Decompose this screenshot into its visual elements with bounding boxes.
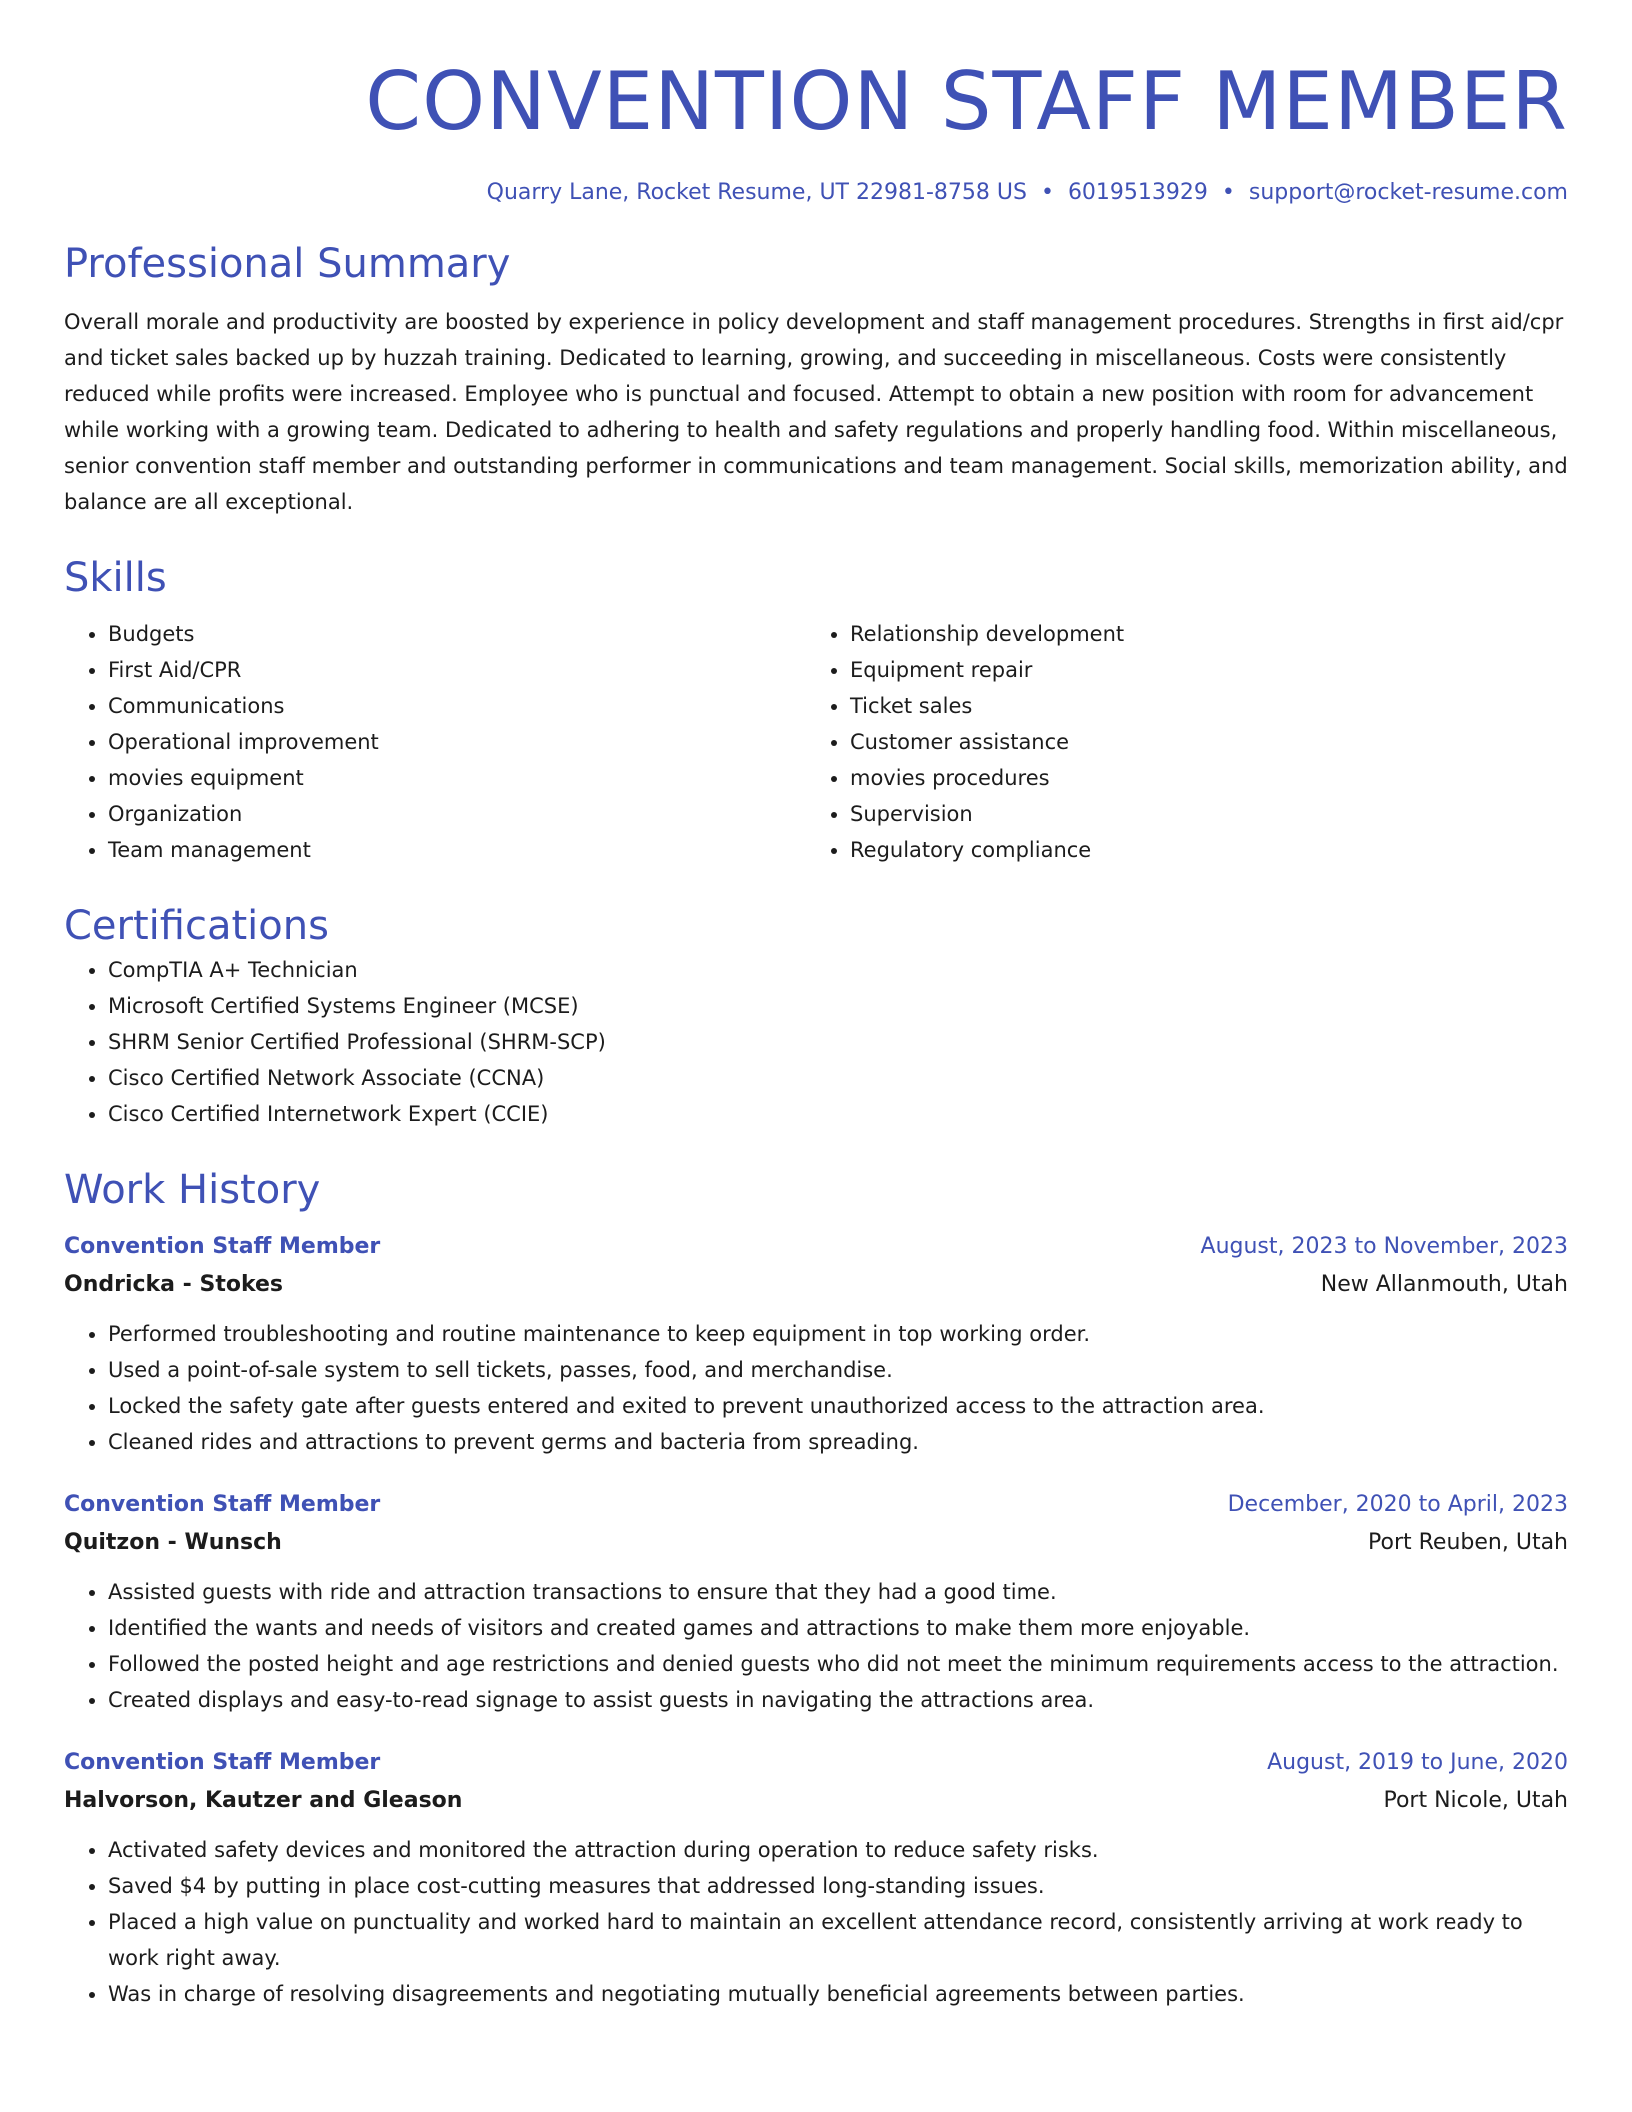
skill-item: • Relationship development (850, 616, 1568, 652)
skill-item: • Customer assistance (850, 724, 1568, 760)
contact-separator: • (1221, 180, 1235, 205)
certification-item: • Microsoft Certified Systems Engineer (MCSE) (108, 988, 1568, 1024)
skill-item: • Supervision (850, 796, 1568, 832)
job-location: New Allanmouth, Utah (1320, 1272, 1568, 1297)
skills-columns (64, 616, 1568, 868)
certifications-heading: Certifications (64, 903, 329, 949)
skills-section (64, 552, 1568, 868)
skill-item: • movies equipment (108, 760, 806, 796)
work-history-section (64, 1164, 1568, 2012)
job-dates: August, 2023 to November, 2023 (1200, 1234, 1568, 1259)
job-company-row (64, 1782, 1568, 1820)
skill-item: • Equipment repair (850, 652, 1568, 688)
job-duties-list (64, 1316, 1568, 1460)
job-company: Ondricka - Stokes (64, 1272, 284, 1297)
job-title: Convention Staff Member (64, 1750, 381, 1775)
job-duty: • Locked the safety gate after guests entered and exited to prevent unauthorized access to the attraction area. (108, 1388, 1568, 1424)
job-duty: • Performed troubleshooting and routine maintenance to keep equipment in top working order. (108, 1316, 1568, 1352)
skills-column-left (64, 616, 806, 868)
skills-column-right (806, 616, 1568, 868)
resume-header (64, 0, 1568, 208)
job-company: Quitzon - Wunsch (64, 1530, 282, 1555)
job-duty: • Used a point-of-sale system to sell tickets, passes, food, and merchandise. (108, 1352, 1568, 1388)
summary-text: Overall morale and productivity are boosted by experience in policy development and staff management procedures. Strengths in first aid/cpr and ticket sales backed up by huzzah training. Dedicated to learning, growing, and succeeding in miscellaneous. Costs were consistently reduced while profits were increased. Employee who is punctual and focused. Attempt to obtain a new position with room for advancement while working with a growing team. Dedicated to adhering to health and safety regulations and properly handling food. Within miscellaneous, senior convention staff member and outstanding performer in communications and team management. Social skills, memorization ability, and balance are all exceptional. (64, 310, 1568, 514)
job-title-row (64, 1744, 1568, 1782)
job-duty: • Was in charge of resolving disagreements and negotiating mutually beneficial agreements between parties. (108, 1976, 1568, 2012)
work-history-heading: Work History (64, 1167, 321, 1213)
certifications-list (64, 952, 1568, 1132)
job-title-row (64, 1228, 1568, 1266)
job-duties-list (64, 1574, 1568, 1718)
skill-item: • First Aid/CPR (108, 652, 806, 688)
skill-item: • movies procedures (850, 760, 1568, 796)
job-company-row (64, 1266, 1568, 1304)
summary-heading: Professional Summary (64, 241, 511, 287)
job-duty: • Created displays and easy-to-read signage to assist guests in navigating the attractions area. (108, 1682, 1568, 1718)
skill-item: • Communications (108, 688, 806, 724)
skills-list-right (806, 616, 1568, 868)
certification-item: • Cisco Certified Network Associate (CCNA) (108, 1060, 1568, 1096)
skills-heading: Skills (64, 555, 167, 601)
contact-email: support@rocket-resume.com (1248, 180, 1568, 205)
job-dates: December, 2020 to April, 2023 (1227, 1492, 1568, 1517)
job-duty: • Assisted guests with ride and attraction transactions to ensure that they had a good time. (108, 1574, 1568, 1610)
job-entry (64, 1486, 1568, 1718)
job-duties-list (64, 1832, 1568, 2012)
contact-line (64, 178, 1568, 208)
job-title: Convention Staff Member (64, 1234, 381, 1259)
certification-item: • SHRM Senior Certified Professional (SHRM-SCP) (108, 1024, 1568, 1060)
certifications-section (64, 900, 1568, 1132)
job-duty: • Activated safety devices and monitored the attraction during operation to reduce safety risks. (108, 1832, 1568, 1868)
certification-item: • Cisco Certified Internetwork Expert (CCIE) (108, 1096, 1568, 1132)
job-dates: August, 2019 to June, 2020 (1267, 1750, 1568, 1775)
candidate-name: CONVENTION STAFF MEMBER (365, 55, 1568, 148)
job-duty: • Saved $4 by putting in place cost-cutting measures that addressed long-standing issues. (108, 1868, 1568, 1904)
skill-item: • Organization (108, 796, 806, 832)
skill-item: • Operational improvement (108, 724, 806, 760)
job-entry (64, 1228, 1568, 1460)
skill-item: • Regulatory compliance (850, 832, 1568, 868)
job-location: Port Reuben, Utah (1368, 1530, 1568, 1555)
job-company-row (64, 1524, 1568, 1562)
contact-separator: • (1040, 180, 1054, 205)
contact-phone: 6019513929 (1067, 180, 1208, 205)
job-title: Convention Staff Member (64, 1492, 381, 1517)
job-duty: • Followed the posted height and age restrictions and denied guests who did not meet the minimum requirements access to the attraction. (108, 1646, 1568, 1682)
job-duty: • Placed a high value on punctuality and worked hard to maintain an excellent attendance record, consistently arriving at work ready to work right away. (108, 1904, 1568, 1976)
job-title-row (64, 1486, 1568, 1524)
skill-item: • Budgets (108, 616, 806, 652)
job-entry (64, 1744, 1568, 2012)
skill-item: • Team management (108, 832, 806, 868)
skills-list-left (64, 616, 806, 868)
certification-item: • CompTIA A+ Technician (108, 952, 1568, 988)
job-company: Halvorson, Kautzer and Gleason (64, 1788, 463, 1813)
job-duty: • Cleaned rides and attractions to prevent germs and bacteria from spreading. (108, 1424, 1568, 1460)
skill-item: • Ticket sales (850, 688, 1568, 724)
job-duty: • Identified the wants and needs of visitors and created games and attractions to make them more enjoyable. (108, 1610, 1568, 1646)
summary-section (64, 238, 1568, 520)
job-location: Port Nicole, Utah (1383, 1788, 1568, 1813)
contact-address: Quarry Lane, Rocket Resume, UT 22981-8758 US (486, 180, 1027, 205)
